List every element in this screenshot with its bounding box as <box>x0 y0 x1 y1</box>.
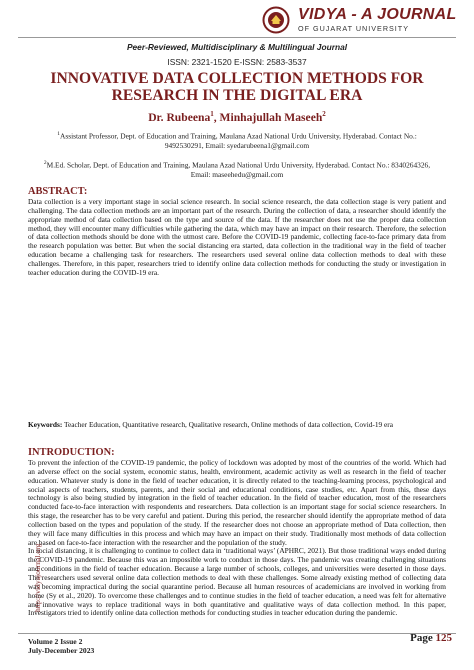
introduction-body <box>28 459 446 618</box>
issn-line: ISSN: 2321-1520 E-ISSN: 2583-3537 <box>167 57 307 67</box>
abstract-text: Data collection is a very important stage in social science research. In social science research, the data collection stage is very patient and challenging. The data collection methods are an important part of the research. During the collection of data, a researcher should identify the appropriate method of data collection based on the type and source of the data. If the researcher does not use the proper data collection method, they will encounter many difficulties while gathering the data, which may have an impact on their research. Therefore, the selection of data collection methods should be done with the utmost care. Before the COVID-19 pandemic, collecting face-to-face primary data from the research population was better. But when the social distancing era started, data collection in the traditional way in the field of teacher education became a challenging task for researchers. The researchers used several online data collection methods to deal with these challenges. Therefore, in this paper, researchers tried to identify online data collection methods for conducting the study or investigation in teacher education during the COVID-19 era. <box>28 197 446 277</box>
journal-url-link[interactable]: http://vidyajournal.org <box>33 543 42 612</box>
affiliation-superscript: 1 <box>57 131 60 137</box>
affiliation-1 <box>38 130 436 150</box>
affiliation-text: Assistant Professor, Dept. of Education and Training, Maulana Azad National Urdu University, Hyderabad. Contact No.: 9492530291, Email: syedarubeena1@gmail.com <box>59 131 417 150</box>
logo-subtitle: OF GUJARAT UNIVERSITY <box>298 24 409 33</box>
publication-period: July-December 2023 <box>28 646 95 655</box>
introduction-heading: INTRODUCTION: <box>28 447 115 458</box>
affiliation-text: M.Ed. Scholar, Dept. of Education and Training, Maulana Azad National Urdu University, Hyderabad. Contact No.: 8340264326, Email: maseehedu@gmail.com <box>46 160 431 179</box>
paper-title: INNOVATIVE DATA COLLECTION METHODS FOR RESEARCH IN THE DIGITAL ERA <box>50 70 424 104</box>
keywords-line <box>28 421 446 430</box>
keywords-text: Teacher Education, Quantitative research, Qualitative research, Online methods of data collection, Covid-19 era <box>62 420 393 429</box>
page-number <box>410 632 452 644</box>
header-divider <box>18 37 456 38</box>
journal-tagline: Peer-Reviewed, Multidisciplinary & Multilingual Journal <box>126 42 348 52</box>
introduction-paragraph: To prevent the infection of the COVID-19 pandemic, the policy of lockdown was adopted by most of the countries of the world. Which had an adverse effect on the social system, economic status, health, environment, academic activity as well as research in the field of teacher education. Whatever study is done in the field of teacher education, it is directly related to the teaching-learning process, psychological and social aspects of teachers, students, parents, and their social and educational conditions, case studies, etc. Apart from this, these days technology is also being studied by integration in the field of teacher education. In the field of teacher education, most of the researchers conducted face-to-face interaction with respondents and researchers. Data collection is an important stage for social science researchers. In this stage, the researcher has to be very careful and patient. During this period, the researcher should identify the appropriate method of data collection based on the types and population of the study. If the researcher does not choose an appropriate method of Data collection, then they will face many difficulties in this process and which may have an impact on their study. Traditionally most methods of data collection are based on face-to-face interaction with the researcher and the population of the study. <box>28 458 446 547</box>
logo-title: VIDYA - A JOURNAL <box>298 6 457 23</box>
author-superscript: 2 <box>322 110 326 118</box>
affiliation-superscript: 2 <box>43 160 47 166</box>
author-line <box>0 110 474 124</box>
journal-emblem-icon <box>262 6 290 34</box>
page-number-value: 125 <box>435 632 452 644</box>
abstract-heading-colon: : <box>83 186 88 197</box>
abstract-heading-text: ABSTRACT <box>28 186 84 197</box>
volume-info <box>28 637 94 655</box>
author-separator: , <box>213 110 220 124</box>
footer-divider <box>18 633 456 634</box>
abstract-heading <box>28 186 87 197</box>
author-name: Minhajullah Maseeh <box>219 110 323 124</box>
journal-logo <box>262 4 457 36</box>
author-name: Dr. Rubeena <box>148 110 211 124</box>
page-label: Page <box>410 632 433 644</box>
author-superscript: 1 <box>210 110 214 118</box>
keywords-label: Keywords: <box>28 420 63 429</box>
introduction-paragraph: In social distancing, it is challenging to continue to collect data in ‘traditional ways’ (APHRC, 2021). But those traditional ways ended during the COVID-19 pandemic. Because this was an impossible work to conduct in those days. The pandemic was creating challenging situations and conditions in the field of teacher education. Because a large number of schools, colleges, and universities were deserted in those days. The researchers used several online data collection methods to deal with these challenges. Some already existing method of collecting data was becoming impractical during the social quarantine period. Because all human resources of academicians are involved in working from home (Sy et al., 2020). To overcome these challenges and to continue studies in the field of teacher education, a need was felt for alternative and innovative ways to replace traditional ways in both quantitative and qualitative ways of data collection method. In this paper, Investigators tried to identify online data collection methods for conducting studies in teacher education during the pandemic. <box>28 546 446 618</box>
volume-issue: Volume 2 Issue 2 <box>28 637 83 646</box>
affiliation-2 <box>38 159 436 179</box>
